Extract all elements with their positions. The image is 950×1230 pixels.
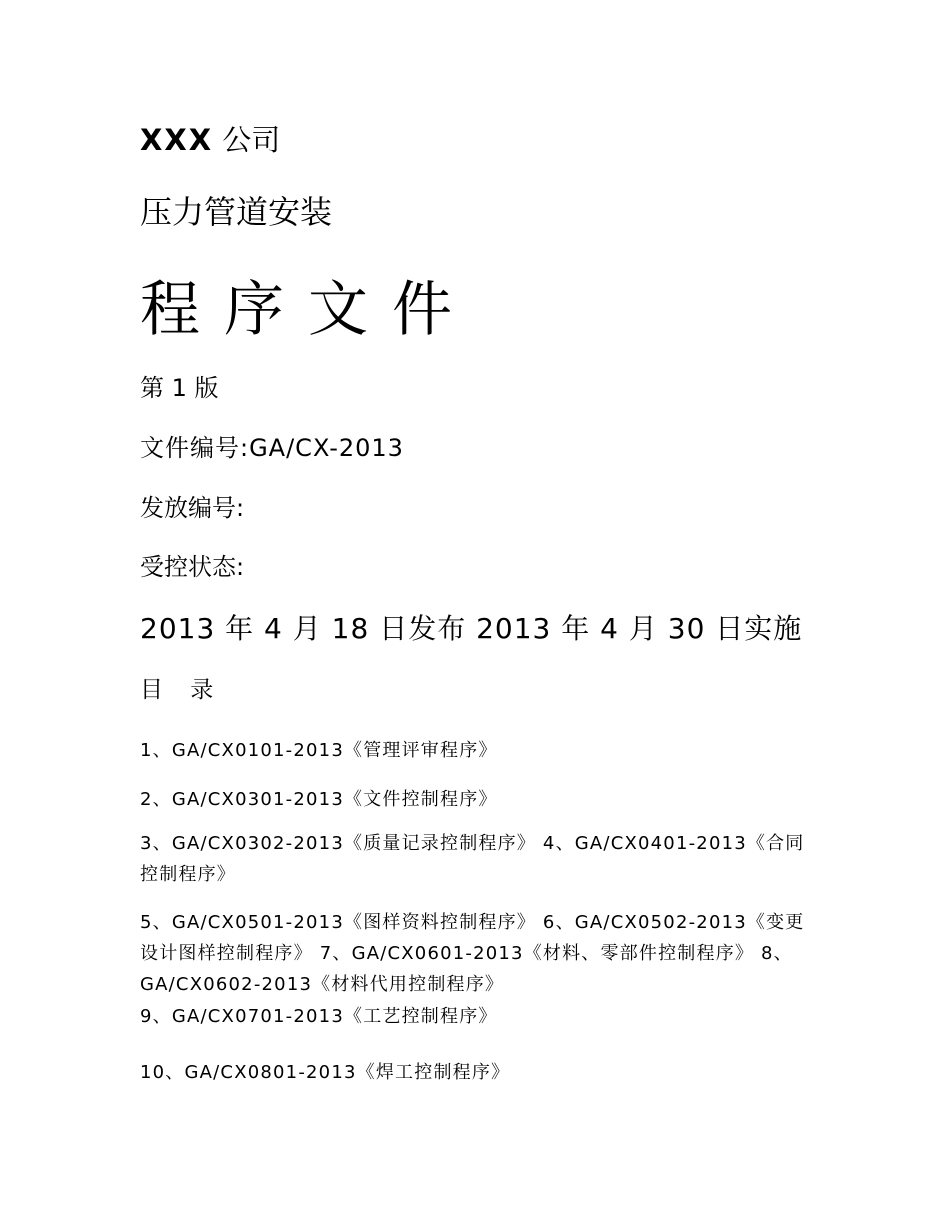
toc-item: 5、GA/CX0501-2013《图样资料控制程序》 6、GA/CX0502-2013《变更设计图样控制程序》 7、GA/CX0601-2013《材料、零部件控制程序》 8、GA/CX0602-2013《材料代用控制程序》 bbox=[140, 912, 805, 995]
toc-title bbox=[140, 679, 223, 702]
document-subtitle: 压力管道安装 bbox=[140, 193, 333, 231]
control-status: 受控状态: bbox=[140, 553, 245, 581]
toc-item: 10、GA/CX0801-2013《焊工控制程序》 bbox=[140, 1062, 511, 1083]
toc-item: 9、GA/CX0701-2013《工艺控制程序》 bbox=[140, 1006, 498, 1027]
issue-number: 发放编号: bbox=[140, 494, 245, 522]
issue-and-effective-dates: 2013 年 4 月 18 日发布 2013 年 4 月 30 日实施 bbox=[140, 612, 803, 645]
company-name bbox=[140, 123, 281, 157]
toc-item: 3、GA/CX0302-2013《质量记录控制程序》 4、GA/CX0401-2013《合同控制程序》 bbox=[140, 833, 805, 885]
document-title: 程序文件 bbox=[140, 275, 476, 345]
company-name-cn: 公司 bbox=[222, 123, 281, 157]
edition-label: 第 1 版 bbox=[140, 374, 219, 402]
toc-item: 1、GA/CX0101-2013《管理评审程序》 bbox=[140, 740, 498, 761]
toc-title-text: 目 录 bbox=[140, 677, 224, 703]
file-number: 文件编号:GA/CX-2013 bbox=[140, 434, 404, 462]
toc-item: 2、GA/CX0301-2013《文件控制程序》 bbox=[140, 789, 498, 810]
company-name-latin: XXX bbox=[140, 123, 214, 157]
